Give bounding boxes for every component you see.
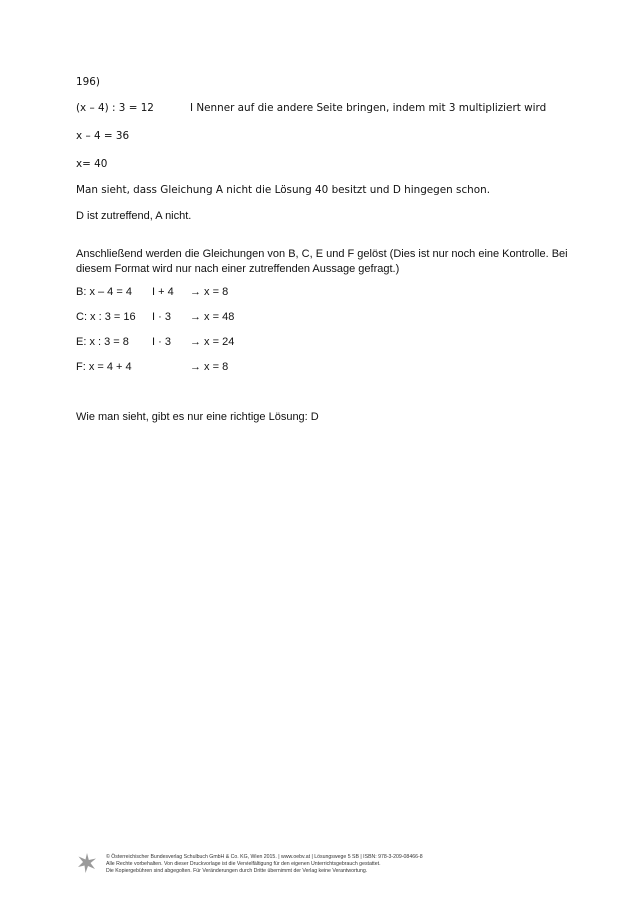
final-statement: Wie man sieht, gibt es nur eine richtige Lösung: D <box>76 411 319 423</box>
check-operation: I · 3 <box>152 311 171 323</box>
check-result: → x = 8 <box>190 361 229 373</box>
task-number: 196) <box>76 76 100 88</box>
equation-step-2: x – 4 = 36 <box>76 130 130 142</box>
check-intro-paragraph: Anschließend werden die Gleichungen von B, C, E und F gelöst (Dies ist nur noch eine Kontrolle. Bei diesem Format wird nur nach einer zutreffenden Aussage gefragt.) <box>76 248 568 275</box>
check-result: → x = 8 <box>190 286 229 298</box>
check-operation: I + 4 <box>152 286 174 298</box>
footer-copyright <box>106 854 423 876</box>
check-equation: E: x : 3 = 8 <box>76 336 129 348</box>
check-result: → x = 48 <box>190 311 235 323</box>
check-equation: B: x – 4 = 4 <box>76 286 132 298</box>
footer-line: Alle Rechte vorbehalten. Von dieser Druckvorlage ist die Vervielfältigung für den eigenen Unterrichtsgebrauch gestattet. <box>106 861 381 868</box>
footer-line: © Österreichischer Bundesverlag Schulbuch GmbH & Co. KG, Wien 2015. | www.oebv.at | Lösungswege 5 SB | ISBN: 978-3-209-08466-8 <box>106 854 423 860</box>
equation-step-1-note: I Nenner auf die andere Seite bringen, indem mit 3 multipliziert wird <box>190 102 547 114</box>
publisher-star-logo-icon <box>76 852 98 874</box>
equation-step-3: x= 40 <box>76 158 108 170</box>
footer-line: Die Kopiergebühren sind abgegolten. Für Veränderungen durch Dritte übernimmt der Verlag keine Verantwortung. <box>106 868 368 875</box>
check-equation: F: x = 4 + 4 <box>76 361 132 373</box>
check-result: → x = 24 <box>190 336 235 348</box>
check-equation: C: x : 3 = 16 <box>76 311 136 323</box>
conclusion-text: D ist zutreffend, A nicht. <box>76 210 192 222</box>
check-operation: I · 3 <box>152 336 171 348</box>
equation-step-1: (x – 4) : 3 = 12 <box>76 102 154 114</box>
observation-text: Man sieht, dass Gleichung A nicht die Lösung 40 besitzt und D hingegen schon. <box>76 184 491 196</box>
